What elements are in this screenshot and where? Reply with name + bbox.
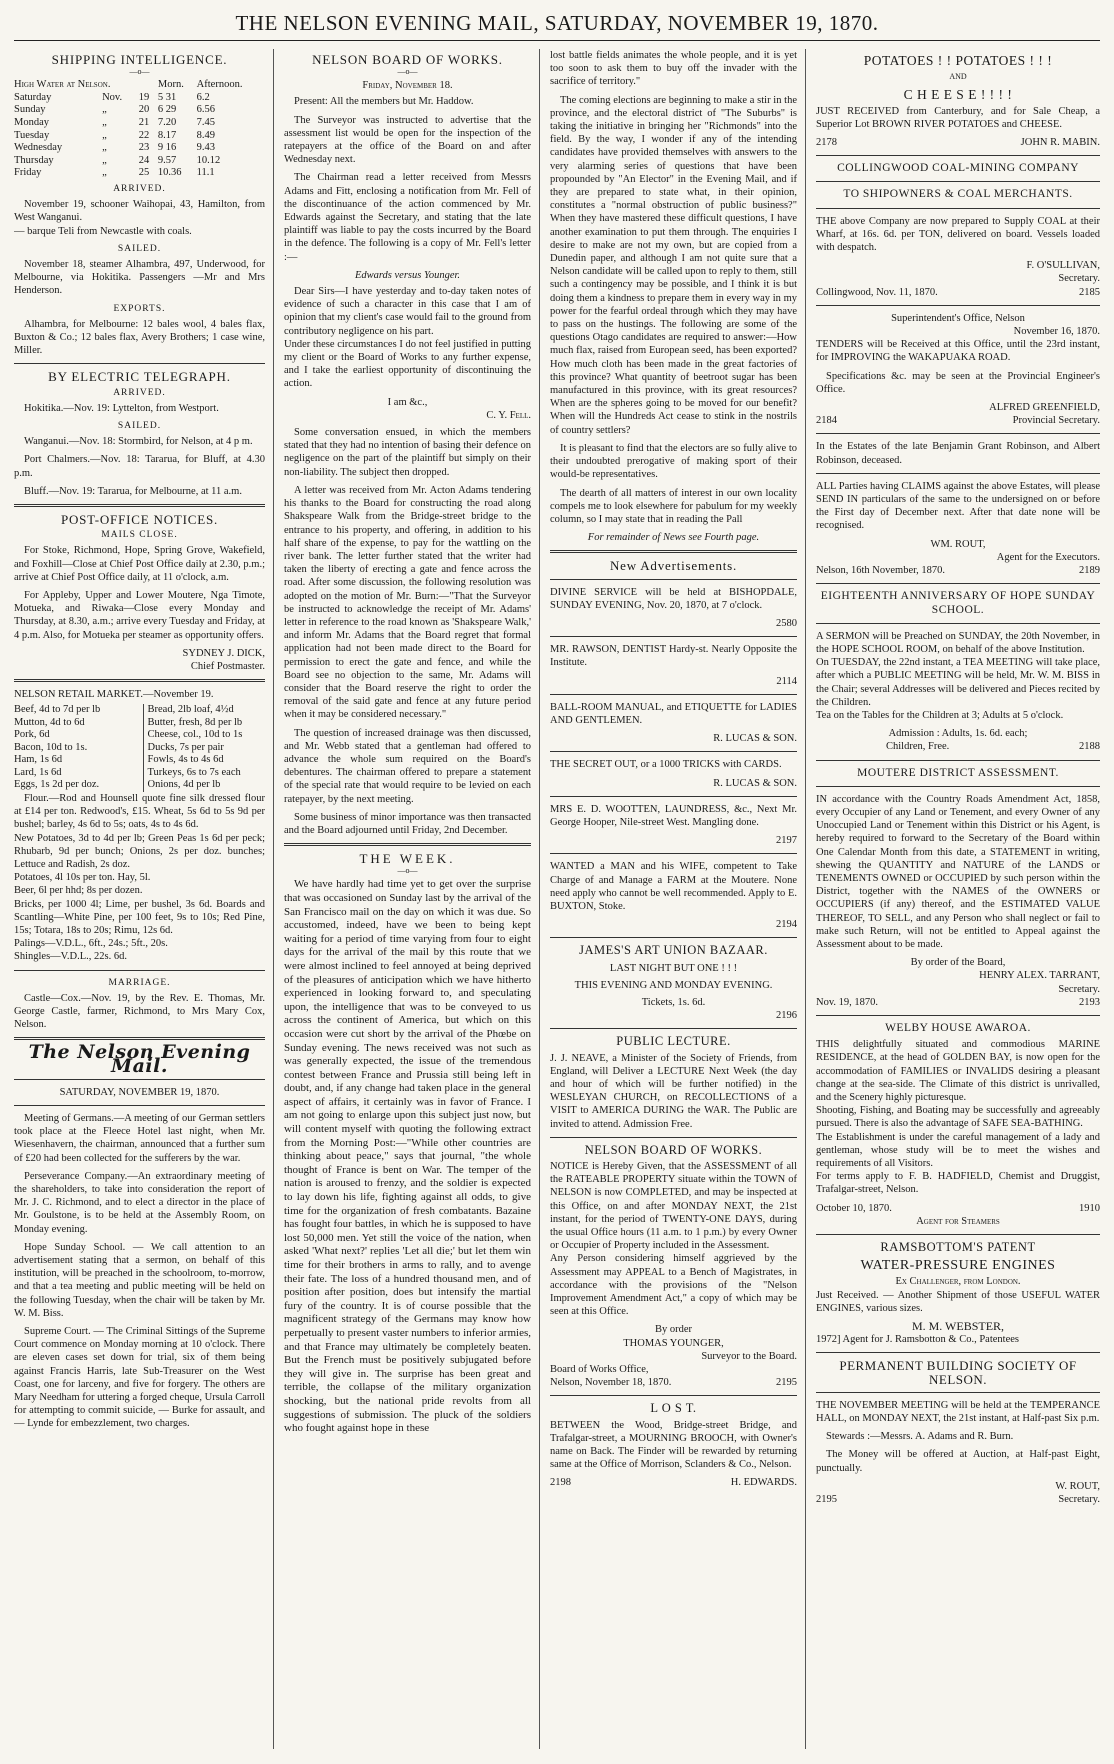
agent-steamers: Agent for Steamers <box>916 1215 1000 1227</box>
hope-footer <box>816 740 1100 753</box>
bazaar-heading: JAMES'S ART UNION BAZAAR. <box>579 943 768 958</box>
board-paragraph: Present: All the members but Mr. Haddow. <box>294 96 474 108</box>
exports-heading: EXPORTS. <box>113 303 166 314</box>
divider <box>550 579 797 580</box>
masthead: THE NELSON EVENING MAIL, SATURDAY, NOVEMBER 19, 1870. <box>14 10 1100 41</box>
telegraph-arrived-text: Hokitika.—Nov. 19: Lyttelton, from Westport. <box>24 402 219 414</box>
divider <box>816 583 1100 584</box>
pbs-stewards: Stewards :—Messrs. A. Adams and R. Burn. <box>826 1431 1014 1443</box>
column-4 <box>816 49 1100 1749</box>
tide-afternoon: 6.56 <box>196 104 216 116</box>
coal-title: Secretary. <box>1058 273 1100 285</box>
tide-morn: 9.57 <box>157 154 177 166</box>
tide-date: 19 <box>138 91 150 103</box>
estates-text: ALL Parties having CLAIMS against the above Estates, will please SEND IN particulars of the same to the undersigned on or before the First day of December next. After that date none will be recognised. <box>816 480 1100 532</box>
ad-text: WANTED a MAN and his WIFE, competent to Take Charge of and Manage a FARM at the Moutere. None need apply who cannot be well recommended. Apply to E. BUXTON, Stoke. <box>550 861 797 912</box>
divider <box>816 1392 1100 1393</box>
market-item: Mutton, 4d to 6d <box>14 716 85 728</box>
market-item: Onions, 4d per lb <box>147 779 221 791</box>
tide-header-morn: Morn. <box>157 79 184 91</box>
welby-heading: WELBY HOUSE AWAROA. <box>885 1021 1031 1034</box>
ad-number: 2185 <box>1079 286 1100 298</box>
column-1 <box>14 49 274 1749</box>
case-title: Edwards versus Younger. <box>354 269 461 281</box>
pbs-sign: W. ROUT, <box>1055 1480 1100 1492</box>
tide-day: Thursday <box>14 154 54 166</box>
mails-heading: MAILS CLOSE. <box>101 530 178 541</box>
hope-children: Children, Free. <box>886 741 950 753</box>
coal-footer <box>816 286 1100 299</box>
moutere-sign: HENRY ALEX. TARRANT, <box>979 970 1100 982</box>
cheese-heading: C H E E S E ! ! ! ! <box>903 87 1013 103</box>
column-2 <box>284 49 540 1749</box>
market-item: Cheese, col., 10d to 1s <box>147 729 243 741</box>
board-paragraph: The Surveyor was instructed to advertise that the assessment list would be open for the inspection of the ratepayers at the office of the Board on and after Wednesday next. <box>284 114 531 166</box>
moutere-footer <box>816 996 1100 1009</box>
board-paragraph: A letter was received from Mr. Acton Adams tendering his thanks to the Board for constructing the road along Shakspeare Walk from the Bridge-street bridge to the entrance to his property, and offering, in addition to his half share of the expense, to pay for the wattling on the river bank. The letter further stated that the writer had taken the liberty of erecting a gate and fence across the road. After some discussion, the following resolution was adopted on the motion of Mr. Burn:—"That the Surveyor be instructed to acknowledge the receipt of Mr. Adams' letter in reference to the road known as 'Shakspeare Walk,' and inform Mr. Adams that the Board regret that formal application had not been made direct to the Board for permission to erect the gate and fence, and while the Board see no objection to the same, Mr. Adams will consider that the Board reserve the right to order the removal of the said gate and fence at any future period when it may be considered necessary." <box>284 484 531 721</box>
hope-admission: Admission : Adults, 1s. 6d. each; <box>888 728 1028 740</box>
ad-rawson <box>550 643 797 688</box>
mails-paragraph: For Appleby, Upper and Lower Moutere, Nga Timote, Motueka, and Riwaka—Close every Monday and Thursday, at 8.30, a.m.; arrive every Tuesday and Friday, at 4 p.m. Also, for Motueka per steamer as opportunity offers. <box>14 590 265 641</box>
divider <box>816 433 1100 434</box>
lost-sign: H. EDWARDS. <box>730 1477 797 1489</box>
ad-number: 2188 <box>1079 741 1100 753</box>
estates-title: Agent for the Executors. <box>996 551 1100 563</box>
remainder-note: For remainder of News see Fourth page. <box>587 532 760 544</box>
tide-morn: 7.20 <box>157 116 177 128</box>
ad-number: 1910 <box>1079 1202 1100 1214</box>
ad-secret <box>550 758 797 789</box>
mails-paragraph: For Stoke, Richmond, Hope, Spring Grove, Wakefield, and Foxhill—Close at Chief Post Office daily at 2.30, p.m.; arrive at Chief Post Office daily, at 11 o'clock, a.m. <box>14 545 265 583</box>
shipping-heading: SHIPPING INTELLIGENCE. <box>51 52 228 67</box>
divider <box>14 679 265 682</box>
divider <box>816 181 1100 182</box>
column-3 <box>550 49 806 1749</box>
week-continued: lost battle fields animates the whole people, and it is yet too soon to ask them to buy off the invader with the sacrifice of territory." <box>550 50 797 88</box>
board-of-works-heading: NELSON BOARD OF WORKS. <box>312 52 503 67</box>
ad-number: 2197 <box>776 835 797 847</box>
pbs-footer <box>816 1493 1100 1506</box>
ad-number: 2178 <box>816 137 837 149</box>
divider <box>14 970 265 971</box>
rams-sub: WATER-PRESSURE ENGINES <box>860 1258 1056 1274</box>
separator: —o— <box>129 67 150 77</box>
ad-number: 2184 <box>816 415 837 427</box>
market-item: Butter, fresh, 8d per lb <box>147 716 243 728</box>
divider <box>550 694 797 695</box>
tide-date: 21 <box>138 116 150 128</box>
coal-sign: F. O'SULLIVAN, <box>1026 260 1100 272</box>
new-ads-heading: New Advertisements. <box>609 558 738 574</box>
estates-sign: WM. ROUT, <box>930 538 986 550</box>
bow-sign: THOMAS YOUNGER, <box>623 1337 724 1349</box>
bow-date: Nelson, November 18, 1870. <box>550 1377 672 1389</box>
ad-sign: R. LUCAS & SON. <box>713 777 797 789</box>
week-text: We have hardly had time yet to get over the surprise that was occasioned on Sunday last by the arrival of the San Francisco mail on the day on which it was due. So accustomed, indeed, have we been to being kept waiting for a period of time varying from four to eight days for the arrival of the mail by this route that we were almost inclined to feel annoyed at being deprived of the pleasures of anticipation which we have hitherto experienced in looking forward to, and speculating upon, the intelligence that was to be conveyed to us across the continent of America, but which on this occasion were cut short by the arrival of the Phœbe on Sunday evening. The news received was not such as was generally expected, the issue of the tremendous contest between France and Prussia still being left in doubt, and, if any change had taken place in the general aspect of affairs, it certainly was in favor of France. I am not going to enlarge upon this subject just now, but will content myself with quoting the following extract from the Morning Post:—"While other countries are thinking about peace," says that journal, "the whole thought of France is bent on War. The temper of the nation is aroused to frenzy, and the soldier is expected to lay down his life, fighting against all odds, to give time for the organization of fresh combatants. Bazaine has fought four battles, in which he is supposed to have lost 50,000 men. Yet still the voice of the nation, when asked 'What next?' replies 'Let all die;' but let them win time for their brothers in arms to rally, and to avenge their fate. The loss of a hundred thousand men, and of position after position, does but intensify the martial fury of the country. It is of course possible that the magnificent strategy of the Germans may know how perpetually to present vaster numbers to inferior armies, and that France may ultimately be completely beaten. But the French must be positively subjugated before they will give in. The surprise has been great and terrible, the collapse of the military organization shocking, but the national pride revolts from all suggestions of submission. The pluck of the soldiers who fought against hope in these <box>284 878 531 1435</box>
tide-morn: 10.36 <box>157 167 182 179</box>
welby-footer <box>816 1202 1100 1215</box>
market-item: Pork, 6d <box>14 729 50 741</box>
divider <box>550 550 797 553</box>
ad-number: 2114 <box>776 675 797 687</box>
tide-header-row <box>14 79 265 92</box>
sailed-heading: SAILED. <box>117 243 162 254</box>
moutere-text: IN accordance with the Country Roads Amendment Act, 1858, every Occupier of any Land or Tenement, and every Owner of any Unoccupied Land or Tenement within this District or his Agent, is hereby required to forward to the Secretary of the Board within One Calendar Month from this date, a STATEMENT in writing, shewing the QUANTITY and NATURE of the LANDS or TENEMENTS OWNED or OCCUPIED by such person within the District, together with the NAMES of the OWNERS or OCCUPIERS (if any) thereof, and the ESTIMATED VALUE THEREOF, TO SELL, and any Person who shall neglect or fail to make such Return, will not be entitled to Appeal against the Assessment about to be made. <box>816 793 1100 950</box>
market-grid <box>14 704 265 792</box>
board-paragraph: Some conversation ensued, in which the members stated that they had no intention of basing their defence on negligence on the part of the plaintiff but simply on their non-liability. The subject then dropped. <box>284 427 531 478</box>
moutere-heading: MOUTERE DISTRICT ASSESSMENT. <box>857 766 1059 779</box>
tide-row <box>14 142 265 155</box>
tide-day: Tuesday <box>14 129 50 141</box>
ad-wanted <box>550 860 797 931</box>
estates-date: Nelson, 16th November, 1870. <box>816 565 946 577</box>
divider <box>284 843 531 846</box>
marriage-heading: MARRIAGE. <box>108 977 171 988</box>
potatoes-sign: JOHN R. MABIN. <box>1020 137 1100 149</box>
potatoes-heading: POTATOES ! ! POTATOES ! ! ! <box>863 53 1053 68</box>
divider <box>816 473 1100 474</box>
ad-wootten <box>550 803 797 848</box>
ad-number: 2193 <box>1079 996 1100 1008</box>
tide-date: 23 <box>138 142 150 154</box>
tide-afternoon: 8.49 <box>196 129 216 141</box>
ad-number: 2196 <box>776 1010 797 1022</box>
ad-divine-service <box>550 586 797 631</box>
rams-agent: 1972] Agent for J. Ramsbotton & Co., Patentees <box>816 1334 1019 1346</box>
hope-heading: EIGHTEENTH ANNIVERSARY OF HOPE SUNDAY SCHOOL. <box>820 590 1096 616</box>
tide-afternoon: 6.2 <box>196 91 210 103</box>
week-paragraph: It is pleasant to find that the electors are so fully alive to their undoubted prerogative of making sport of their would-be representatives. <box>550 442 797 481</box>
tenders-spec: Specifications &c. may be seen at the Provincial Engineer's Office. <box>816 370 1100 395</box>
telegraph-arrived-heading: ARRIVED. <box>113 387 166 398</box>
dateline: SATURDAY, NOVEMBER 19, 1870. <box>59 1086 220 1098</box>
tide-morn: 9 16 <box>157 142 177 154</box>
ad-text: MRS E. D. WOOTTEN, LAUNDRESS, &c., Next Mr. George Hooper, Nile-street West. Mangling done. <box>550 803 797 828</box>
tide-day: Sunday <box>14 104 46 116</box>
tenders-sign: ALFRED GREENFIELD, <box>989 402 1100 414</box>
moutere-date: Nov. 19, 1870. <box>816 996 879 1008</box>
tenders-title: Provincial Secretary. <box>1012 415 1100 427</box>
divider <box>816 1234 1100 1235</box>
letter-sign: C. Y. Fell. <box>486 409 531 421</box>
super-office: Superintendent's Office, Nelson <box>891 312 1025 324</box>
market-item: Bread, 2lb loaf, 4½d <box>147 704 234 716</box>
coal-date: Collingwood, Nov. 11, 1870. <box>816 286 938 298</box>
news-paragraph: Hope Sunday School. — We call attention to an advertisement stating that a sermon, on behalf of this institution, will be preached in the schoolroom, to-morrow, and that a tea meeting and public meeting will be held on the following Tuesday, when the chair will be taken by Mr. W. M. Biss. <box>14 1241 265 1319</box>
potatoes-text: JUST RECEIVED from Canterbury, and for Sale Cheap, a Superior Lot BROWN RIVER POTATOES and CHEESE. <box>816 105 1100 130</box>
tide-morn: 8.17 <box>157 129 177 141</box>
ad-number: 2194 <box>776 919 797 931</box>
lost-heading: L O S T. <box>650 1401 697 1416</box>
moutere-order: By order of the Board, <box>910 957 1006 969</box>
pbs-text: THE NOVEMBER MEETING will be held at the TEMPERANCE HALL, on MONDAY NEXT, the 21st instant, at Half-past Six p.m. <box>816 1399 1100 1425</box>
tide-date: 25 <box>138 167 150 179</box>
pbs-title: Secretary. <box>1058 1494 1100 1506</box>
divider <box>550 1395 797 1396</box>
moutere-title: Secretary. <box>1058 983 1100 995</box>
letter-close: I am &c., <box>387 396 428 408</box>
coal-heading: COLLINGWOOD COAL-MINING COMPANY <box>837 162 1079 175</box>
news-paragraph: Supreme Court. — The Criminal Sittings of the Supreme Court commence on Monday morning at 10 o'clock. There are eleven cases set down for trial, six of them being against Francis Harris, late Sub-Treasurer on the West Coast, one for larceny, and five for forgery. The others are Mary Needham for uttering a forged cheque, Ursula Carroll for attempting to commit suicide, — Burke for assault, and — Lynde for embezzlement, two charges. <box>14 1326 265 1430</box>
tide-row <box>14 167 265 180</box>
market-item: Fowls, 4s to 4s 6d <box>147 754 224 766</box>
bow-notice-heading: NELSON BOARD OF WORKS. <box>584 1142 763 1157</box>
exports-text: Alhambra, for Melbourne: 12 bales wool, 4 bales flax, Buxton & Co.; 12 bales flax, Avery Brothers; 1 case wine, Miller. <box>14 318 265 357</box>
welby-date: October 10, 1870. <box>816 1202 892 1214</box>
ad-number: 2195 <box>816 1494 837 1506</box>
board-paragraph: The Chairman read a letter received from Messrs Adams and Fitt, enclosing a notification from Mr. Fell of the discontinuance of the action commenced by Mr. Edwards against the Secretary, and stating that the late plaintiff was liable to pay the costs incurred by the Board in the defence. The following is a copy of Mr. Fell's letter :— <box>284 172 531 263</box>
divider <box>816 786 1100 787</box>
rams-heading: RAMSBOTTOM'S PATENT <box>880 1240 1036 1255</box>
market-item: Ducks, 7s per pair <box>147 741 224 753</box>
divider <box>550 1137 797 1138</box>
separator: —o— <box>397 67 418 77</box>
tide-date: 20 <box>138 104 150 116</box>
lost-footer <box>550 1476 797 1489</box>
hope-text: A SERMON will be Preached on SUNDAY, the 20th November, in the HOPE SCHOOL ROOM, on behalf of the above Institution. On TUESDAY, the 22nd instant, a TEA MEETING will take place, after which a PUBLIC MEETING will be held, Mr. W. M. BISS in the Chair; several Addresses will be delivered and Pieces recited by the Children. Tea on the Tables for the Children at 3; Adults at 5 o'clock. <box>816 630 1100 721</box>
tide-date: 22 <box>138 129 150 141</box>
tide-row <box>14 92 265 105</box>
rams-ex: Ex Challenger, from London. <box>895 1276 1021 1288</box>
bazaar-line: LAST NIGHT BUT ONE ! ! ! <box>609 962 738 974</box>
ad-text: DIVINE SERVICE will be held at BISHOPDALE, SUNDAY EVENING, Nov. 20, 1870, at 7 o'clock. <box>550 586 797 611</box>
board-date: Friday, November 18. <box>362 80 453 92</box>
tide-afternoon: 9.43 <box>196 142 216 154</box>
ad-text: BALL-ROOM MANUAL, and ETIQUETTE for LADIES AND GENTLEMEN. <box>550 701 797 726</box>
coal-sub: TO SHIPOWNERS & COAL MERCHANTS. <box>843 188 1073 201</box>
divider <box>816 1015 1100 1016</box>
post-office-heading: POST-OFFICE NOTICES. <box>60 512 219 528</box>
separator: —o— <box>397 866 418 876</box>
tide-row <box>14 117 265 130</box>
bow-footer <box>550 1376 797 1389</box>
ad-text: MR. RAWSON, DENTIST Hardy-st. Nearly Opposite the Institute. <box>550 644 797 669</box>
divider <box>550 853 797 854</box>
divider <box>816 1352 1100 1353</box>
tide-table <box>14 79 265 180</box>
bow-office: Board of Works Office, <box>550 1364 649 1376</box>
nameplate: The Nelson Evening Mail. <box>28 1041 251 1077</box>
ad-number: 2195 <box>776 1377 797 1389</box>
ad-number: 2189 <box>1079 565 1100 577</box>
rams-text: Just Received. — Another Shipment of those USEFUL WATER ENGINES, various sizes. <box>816 1289 1100 1314</box>
tide-month: Nov. <box>102 91 123 103</box>
telegraph-heading: BY ELECTRIC TELEGRAPH. <box>48 369 231 385</box>
bow-notice-text: NOTICE is Hereby Given, that the ASSESSMENT of all the RATEABLE PROPERTY situate within the TOWN of NELSON is now COMPLETED, and may be inspected at this Office, on and after MONDAY NEXT, the 21st instant, for the period of TWENTY-ONE DAYS, during the usual Office hours (11 a.m. to 1 p.m.) by every Owner or Occupier of Property included in the Assessment. Any Person considering himself aggrieved by the Assessment may APPEAL to a Bench of Magistrates, in accordance with the provisions of the "Nelson Improvement Amendment Act," a copy of which may be seen at this Office. <box>550 1161 797 1318</box>
ad-number: 2198 <box>550 1477 571 1489</box>
tide-month: „ <box>102 129 107 141</box>
columns <box>14 49 1100 1749</box>
divider <box>816 760 1100 761</box>
divider <box>816 305 1100 306</box>
ad-number: 2580 <box>776 617 797 629</box>
divider <box>816 623 1100 624</box>
arrived-text: November 19, schooner Waihopai, 43, Hamilton, from West Wanganui. — barque Teli from Newcastle with coals. <box>14 199 265 237</box>
lecture-text: J. J. NEAVE, a Minister of the Society of Friends, from England, will Deliver a LECTURE Next Week (the day and hour of which will be further notified) in the WESLEYAN CHURCH, on RECOLLECTIONS of a VISIT to AMERICA DURING the WAR. The Public are invited to attend. Admission Free. <box>550 1052 797 1130</box>
pbs-money: The Money will be offered at Auction, at Half-past Eight, punctually. <box>816 1449 1100 1474</box>
tide-month: „ <box>102 154 107 166</box>
market-item: Lard, 1s 6d <box>14 766 62 778</box>
tide-month: „ <box>102 104 107 116</box>
market-right <box>143 704 266 792</box>
board-paragraph: The question of increased drainage was then discussed, and Mr. Webb stated that a gentleman had offered to advance the whole sum required on the Board's debentures. The chairman offered to prepare a statement of the special rate that would require to be levied on each ratepayer, by the next meeting. <box>284 727 531 805</box>
market-item: Ham, 1s 6d <box>14 754 63 766</box>
ad-text: THE SECRET OUT, or a 1000 TRICKS with CARDS. <box>550 759 782 771</box>
market-item: Turkeys, 6s to 7s each <box>147 766 241 778</box>
divider <box>816 208 1100 209</box>
tide-month: „ <box>102 142 107 154</box>
pbs-heading: PERMANENT BUILDING SOCIETY OF NELSON. <box>839 1358 1077 1387</box>
market-heading: NELSON RETAIL MARKET.—November 19. <box>14 689 214 701</box>
divider <box>14 504 265 507</box>
telegraph-sailed-heading: SAILED. <box>117 421 162 431</box>
sailed-text: November 18, steamer Alhambra, 497, Underwood, for Melbourne, via Hokitika. Passengers —Mr and Mrs Henderson. <box>14 258 265 297</box>
potatoes-and: AND <box>949 72 967 82</box>
divider <box>816 155 1100 156</box>
rams-sign: M. M. WEBSTER, <box>911 1319 1005 1334</box>
tenders-footer <box>816 414 1100 427</box>
lecture-heading: PUBLIC LECTURE. <box>616 1034 731 1049</box>
ad-sign: R. LUCAS & SON. <box>713 733 797 745</box>
tide-day: Monday <box>14 116 49 128</box>
news-paragraph: Meeting of Germans.—A meeting of our German settlers took place at the Fleece Hotel last night, when Mr. Wiesenhavern, the chairman, announced that a further sum of £20 had been collected for the sufferers by the war. <box>14 1113 265 1164</box>
super-date: November 16, 1870. <box>1013 326 1100 338</box>
tide-date: 24 <box>138 154 150 166</box>
divider <box>14 1037 265 1040</box>
tide-morn: 6 29 <box>157 104 177 116</box>
welby-text: THIS delightfully situated and commodious MARINE RESIDENCE, at the head of GOLDEN BAY, is now open for the accommodation of FAMILIES or INVALIDS desiring a pleasant change at the sea-side. The Climate of this district is unrivalled, and the Scenery highly picturesque. Shooting, Fishing, and Boating may be successfully and agreeably pursued. There is also the advantage of SAFE SEA-BATHING. The Establishment is under the careful management of a lady and gentleman, whose study will be to meet the wishes and requirements of all Visitors. For terms apply to F. B. HADFIELD, Chemist and Druggist, Trafalgar-street, Nelson. <box>816 1039 1100 1196</box>
coal-text: THE above Company are now prepared to Supply COAL at their Wharf, at 16s. 6d. per TON, delivered on board. Vessels loaded with despatch. <box>816 215 1100 254</box>
tenders-text: TENDERS will be Received at this Office, until the 23rd instant, for IMPROVING the WAKAPUAKA ROAD. <box>816 339 1100 364</box>
board-paragraph: Some business of minor importance was then transacted and the Board adjourned until Friday, 2nd December. <box>284 811 531 836</box>
telegraph-sailed-line: Bluff.—Nov. 19: Tararua, for Melbourne, at 11 a.m. <box>24 485 242 497</box>
tide-afternoon: 10.12 <box>196 154 221 166</box>
telegraph-sailed-line: Port Chalmers.—Nov. 18: Tararua, for Bluff, at 4.30 p.m. <box>14 454 265 479</box>
bow-order: By order <box>654 1324 693 1336</box>
divider <box>14 1079 265 1080</box>
post-title: Chief Postmaster. <box>190 661 265 673</box>
divider <box>14 1105 265 1106</box>
tide-day: Friday <box>14 167 42 179</box>
telegraph-sailed-line: Wanganui.—Nov. 18: Stormbird, for Nelson, at 4 p m. <box>24 436 253 448</box>
potatoes-footer <box>816 136 1100 149</box>
tide-month: „ <box>102 116 107 128</box>
divider <box>14 363 265 364</box>
bow-title: Surveyor to the Board. <box>701 1350 797 1362</box>
tide-morn: 5 31 <box>157 91 177 103</box>
post-signed: SYDNEY J. DICK, <box>182 647 265 659</box>
tide-day: Saturday <box>14 91 52 103</box>
week-heading: THE WEEK. <box>359 851 456 867</box>
tide-header-place: High Water at Nelson. <box>14 79 111 91</box>
divider <box>550 796 797 797</box>
market-text: Flour.—Rod and Hounsell quote fine silk dressed flour at £14 per ton. Redwood's, £15. Wheat, 5s 6d to 5s 9d per bushel; barley, 4s 6d to 5s; oats, 4s to 4s 6d. New Potatoes, 3d to 4d per lb; Green Peas 1s 6d per peck; Rhubarb, 9d per bunch; Onions, 2s per doz. bunches; Lettuce and Radish, 2s doz. Potatoes, 4l 10s per ton. Hay, 5l. Beer, 6l per hhd; 8s per dozen. Bricks, per 1000 4l; Lime, per bushel, 3s 6d. Boards and Scantling—White Pine, per 100 feet, 9s to 10s; Red Pine, 15s; Totara, 18s to 20s; Rimu, 12s 6d. Palings—V.D.L., 6ft., 24s.; 5ft., 20s. Shingles—V.D.L., 22s. 6d. <box>14 792 265 963</box>
marriage-text: Castle—Cox.—Nov. 19, by the Rev. E. Thomas, Mr. George Castle, farmer, Richmond, to Mrs Mary Cox, Nelson. <box>14 992 265 1031</box>
tide-day: Wednesday <box>14 142 63 154</box>
tide-month: „ <box>102 167 107 179</box>
bazaar-line: THIS EVENING AND MONDAY EVENING. <box>574 979 773 991</box>
market-item: Eggs, 1s 2d per doz. <box>14 779 100 791</box>
arrived-heading: ARRIVED. <box>113 183 166 194</box>
ad-ballroom <box>550 701 797 746</box>
letter-text: Dear Sirs—I have yesterday and to-day taken notes of evidence of such a character in this case that I am of opinion that my client's case would fail to the ground from contributory negligence on his part. Under these circumstances I do not feel justified in putting my client or the Board of Works to any further expense, and I take the earliest opportunity of discontinuing the action. <box>284 286 531 390</box>
tide-row <box>14 155 265 168</box>
market-left <box>14 704 137 792</box>
divider <box>550 751 797 752</box>
week-paragraph: The dearth of all matters of interest in our own locality compels me to look elsewhere for pabulum for my weekly column, so I may state that in reading the Pall <box>550 487 797 525</box>
divider <box>550 937 797 938</box>
divider <box>550 1028 797 1029</box>
tide-header-afternoon: Afternoon. <box>196 79 243 91</box>
estates-footer <box>816 564 1100 577</box>
market-item: Bacon, 10d to 1s. <box>14 741 88 753</box>
estates-heading: In the Estates of the late Benjamin Grant Robinson, and Albert Robinson, deceased. <box>816 441 1100 466</box>
divider <box>550 636 797 637</box>
bazaar-tickets: Tickets, 1s. 6d. <box>641 996 706 1008</box>
tide-row <box>14 104 265 117</box>
lost-text: BETWEEN the Wood, Bridge-street Bridge, and Trafalgar-street, a MOURNING BROOCH, with Owner's name on Back. The Finder will be rewarded by returning same at the Office of Morrison, Sclanders & Co., Nelson. <box>550 1419 797 1471</box>
tide-row <box>14 130 265 143</box>
tide-afternoon: 11.1 <box>196 167 215 179</box>
market-item: Beef, 4d to 7d per lb <box>14 704 101 716</box>
news-paragraph: Perseverance Company.—An extraordinary meeting of the shareholders, to take into consideration the report of Mr. J. C. Richmond, and to elect a director in the place of Mr. Goulstone, is to be held at the Assembly Room, on Monday evening. <box>14 1170 265 1235</box>
week-paragraph: The coming elections are beginning to make a stir in the province, and the electoral district of "The Suburbs" is taking the initiative in bringing her "Richmonds" into the field. By the way, I wonder if any of the intending candidates have provided themselves with answers to the very alarming series of questions that have been propounded by "An Elector" in the Evening Mail, and if they are prepared to state what, in their opinion, constitutes a "normal obstruction of public business?" When they have mastered these difficult questions, I have another examination to put them through. The enquiries I desire to make are not my own, but are copied from a Dunedin paper, and although I am not quite sure that a Nelson candidate will be called upon to reply to them, still such a contingency may be possible, and I think it is but doing them a kindness to prepare them in every way in my power for the fearful ordeal through which they may have to pass on the hustings. The following are some of the questions Otago candidates are required to answer:—How much flax, raised from European seed, has been exported? How much cloth has been made in the great factories of this province? What quantity of beetroot sugar has been manufactured in this province, with its great resources? When are the spheres going to be moved for our benefit? When will the Hundreds Act cease to stink in the nostrils of country settlers? <box>550 94 797 436</box>
tide-afternoon: 7.45 <box>196 116 216 128</box>
